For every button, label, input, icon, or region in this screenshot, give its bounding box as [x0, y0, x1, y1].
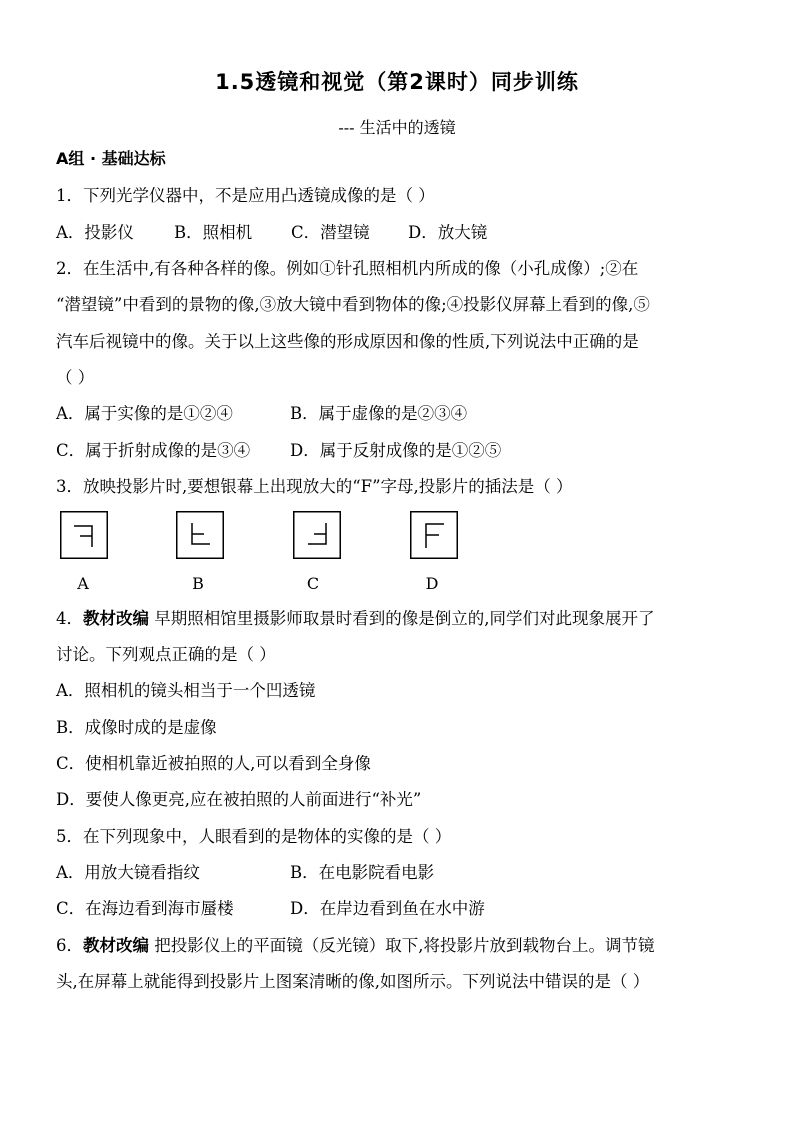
- q3-label-b: B: [192, 574, 204, 593]
- q2-option-c: C．属于折射成像的是③④: [56, 441, 251, 460]
- question-2-options-cd: [56, 440, 746, 462]
- q5-option-c: C．在海边看到海市蜃楼: [56, 899, 234, 918]
- question-2-line-2: “潜望镜”中看到的景物的像,③放大镜中看到物体的像;④投影仪屏幕上看到的像,⑤: [56, 295, 650, 314]
- question-4-line-2: 讨论。下列观点正确的是（ ）: [56, 645, 276, 664]
- q5-option-d: D．在岸边看到鱼在水中游: [290, 899, 485, 918]
- q3-figure-d: [410, 511, 458, 559]
- question-5-options-cd: [56, 898, 746, 920]
- question-2-line-1: 2．在生活中,有各种各样的像。例如①针孔照相机内所成的像（小孔成像）;②在: [56, 259, 639, 278]
- page-title: 1.5透镜和视觉（第2课时）同步训练: [215, 70, 579, 94]
- q1-option-b: B．照相机: [174, 223, 253, 242]
- question-1-options: [56, 222, 746, 244]
- q4-number: 4．: [56, 609, 83, 628]
- q4-text: 早期照相馆里摄影师取景时看到的像是倒立的,同学们对此现象展开了: [149, 609, 655, 628]
- q3-figure-b: [176, 511, 224, 559]
- question-4-line-1: [56, 608, 746, 630]
- q5-option-a: A．用放大镜看指纹: [56, 863, 200, 882]
- question-5-stem: 5．在下列现象中，人眼看到的是物体的实像的是（ ）: [56, 827, 452, 846]
- q3-figure-a: [60, 511, 108, 559]
- q2-option-a: A．属于实像的是①②④: [56, 404, 233, 423]
- q1-option-d: D．放大镜: [408, 223, 488, 242]
- page-subtitle: --- 生活中的透镜: [338, 118, 456, 137]
- q3-label-c: C: [306, 574, 320, 593]
- q1-option-c: C．潜望镜: [291, 223, 370, 242]
- question-5-options-ab: [56, 862, 746, 884]
- question-6-line-2: 头,在屏幕上就能得到投影片上图案清晰的像,如图所示。下列说法中错误的是（ ）: [56, 972, 650, 991]
- q4-option-d: D．要使人像更亮,应在被拍照的人前面进行“补光”: [56, 790, 422, 809]
- question-3-stem: 3．放映投影片时,要想银幕上出现放大的“F”字母,投影片的插法是（ ）: [56, 477, 573, 496]
- q4-option-a: A．照相机的镜头相当于一个凹透镜: [56, 681, 316, 700]
- q3-figure-c: [293, 511, 341, 559]
- section-heading: A组 · 基础达标: [56, 149, 166, 168]
- q3-label-d: D: [425, 574, 439, 593]
- q3-label-a: A: [77, 574, 89, 593]
- q1-option-a: A．投影仪: [56, 223, 134, 242]
- q5-option-b: B．在电影院看电影: [290, 863, 435, 882]
- q6-text: 把投影仪上的平面镜（反光镜）取下,将投影片放到载物台上。调节镜: [149, 936, 655, 955]
- question-1-stem: 1．下列光学仪器中，不是应用凸透镜成像的是（ ）: [56, 186, 435, 205]
- q2-option-d: D．属于反射成像的是①②⑤: [290, 441, 502, 460]
- question-2-line-4: （ ）: [56, 368, 95, 387]
- q2-option-b: B．属于虚像的是②③④: [290, 404, 468, 423]
- q6-tag: 教材改编: [83, 936, 149, 955]
- q6-number: 6．: [56, 936, 83, 955]
- q4-tag: 教材改编: [83, 609, 149, 628]
- q4-option-b: B．成像时成的是虚像: [56, 718, 217, 737]
- question-2-line-3: 汽车后视镜中的像。关于以上这些像的形成原因和像的性质,下列说法中正确的是: [56, 332, 639, 351]
- question-2-options-ab: [56, 403, 746, 425]
- question-6-line-1: [56, 935, 746, 957]
- q4-option-c: C．使相机靠近被拍照的人,可以看到全身像: [56, 754, 371, 773]
